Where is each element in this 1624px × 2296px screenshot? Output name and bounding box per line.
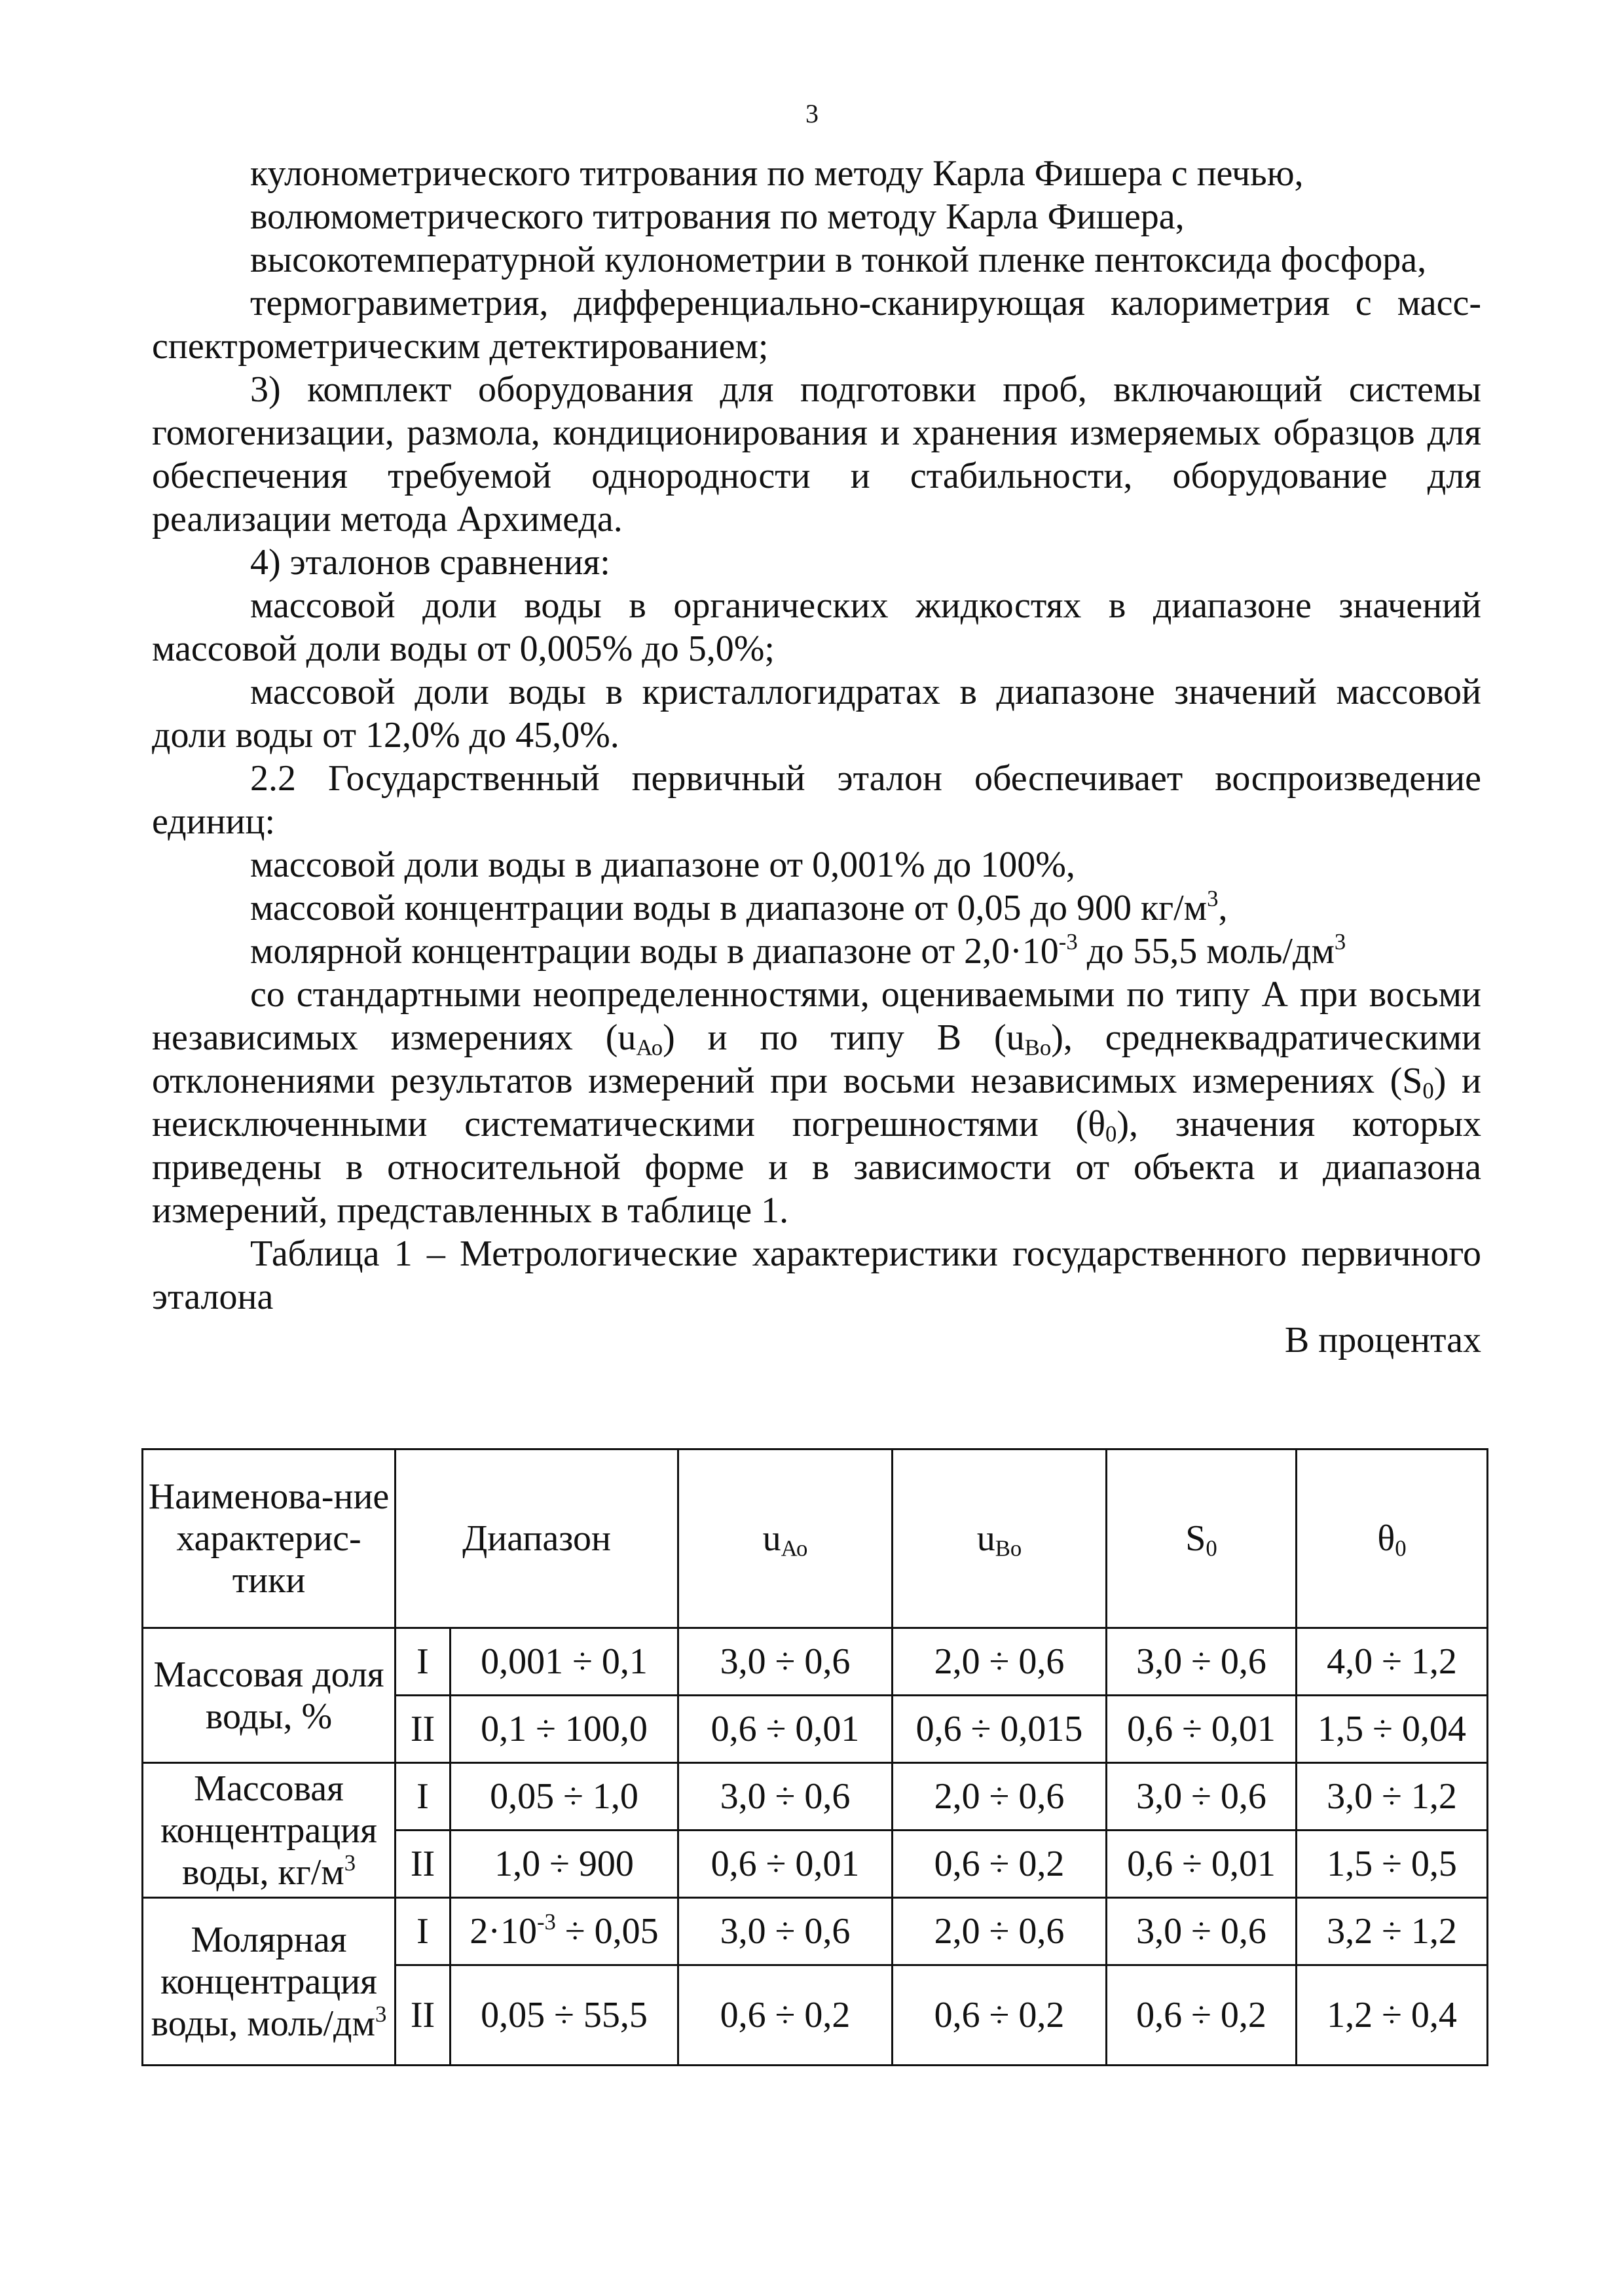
cell-s: 0,6 ÷ 0,2 [1107,1965,1297,2066]
text-paragraph: массовой доли воды в кристаллогидратах в диапазоне значений массовой доли воды от 12,0% до 45,0%. [152,672,1481,756]
cell-s: 3,0 ÷ 0,6 [1107,1898,1297,1965]
cell-range: 1,0 ÷ 900 [451,1831,678,1898]
cell-ua: 3,0 ÷ 0,6 [678,1763,893,1831]
text-line: массовой доли воды в диапазоне от 0,001% до 100%, [250,845,1075,885]
text-line: высокотемпературной кулонометрии в тонкой пленке пентоксида фосфора, [250,240,1427,280]
text-line: массовой концентрации воды в диапазоне от 0,05 до 900 $кг/м^3$, [250,886,1228,928]
cell-ub: 2,0 ÷ 0,6 [893,1763,1107,1831]
cell-ub: 2,0 ÷ 0,6 [893,1628,1107,1696]
subrange-label: II [396,1831,451,1898]
cell-ub: 0,6 ÷ 0,015 [893,1696,1107,1763]
cell-ua: 0,6 ÷ 0,01 [678,1831,893,1898]
subrange-label: I [396,1763,451,1831]
header-theta: $\theta_0$ [1297,1449,1488,1628]
cell-ua: 3,0 ÷ 0,6 [678,1898,893,1965]
cell-ua: 0,6 ÷ 0,2 [678,1965,893,2066]
cell-ub: 2,0 ÷ 0,6 [893,1898,1107,1965]
table-row [143,1763,1488,1831]
cell-range: 0,05 ÷ 1,0 [451,1763,678,1831]
text-paragraph: 4) эталонов сравнения: [250,542,610,583]
text-line: молярной концентрации воды в диапазоне от $2,0\cdot 10^{-3}$ до 55,5 моль/$дм^3$ [250,929,1346,972]
subrange-label: II [396,1696,451,1763]
row-name: Молярная концентрация воды, моль/$дм^3$ [143,1898,396,2066]
cell-ub: 0,6 ÷ 0,2 [893,1965,1107,2066]
cell-s: 0,6 ÷ 0,01 [1107,1696,1297,1763]
text-paragraph: 2.2 Государственный первичный эталон обеспечивает воспроизведение единиц: [152,758,1481,842]
page-number: 3 [805,99,819,128]
text-line: волюмометрического титрования по методу Карла Фишера, [250,196,1185,237]
text-paragraph: массовой доли воды в органических жидкостях в диапазоне значений массовой доли воды от 0,005% до 5,0%; [152,585,1481,669]
cell-theta: 4,0 ÷ 1,2 [1297,1628,1488,1696]
cell-theta: 3,0 ÷ 1,2 [1297,1763,1488,1831]
text-line: кулонометрического титрования по методу Карла Фишера с печью, [250,153,1304,194]
cell-range: 0,05 ÷ 55,5 [451,1965,678,2066]
cell-theta: 1,5 ÷ 0,5 [1297,1831,1488,1898]
header-range: Диапазон [396,1449,678,1628]
cell-ua: 0,6 ÷ 0,01 [678,1696,893,1763]
cell-range: 0,1 ÷ 100,0 [451,1696,678,1763]
header-s: $S_0$ [1107,1449,1297,1628]
text-paragraph: со стандартными неопределенностями, оцениваемыми по типу А при восьми независимых измерениях $(u_{Ао})$ и по типу В $(u_{Во})$, среднеквадратическими отклонениями результатов измерений при восьми независимых измерениях $(S_0)$ и неисключенными систематическими погрешностями $(\theta_0)$, значения которых приведены в относительной форме и в зависимости от объекта и диапазона измерений, представленных в таблице 1. [152,974,1482,1231]
body-text [152,152,1481,1362]
cell-theta: 1,5 ÷ 0,04 [1297,1696,1488,1763]
text-paragraph: 3) комплект оборудования для подготовки проб, включающий системы гомогенизации, размола, кондиционирования и хранения измеряемых образцов для обеспечения требуемой однородности и стабильности, оборудование для реализации метода Архимеда. [152,369,1481,539]
cell-ub: 0,6 ÷ 0,2 [893,1831,1107,1898]
cell-range: 0,001 ÷ 0,1 [451,1628,678,1696]
subrange-label: II [396,1965,451,2066]
cell-s: 3,0 ÷ 0,6 [1107,1763,1297,1831]
cell-range: $2\cdot 10^{-3} \div 0,05$ [451,1898,678,1965]
text-paragraph: термогравиметрия, дифференциально-сканирующая калориметрия с масс-спектрометрическим детектированием; [152,283,1481,367]
table-row [143,1898,1488,1965]
cell-theta: 3,2 ÷ 1,2 [1297,1898,1488,1965]
header-ua: $u_{Ао}$ [678,1449,893,1628]
metrology-table [141,1448,1488,2066]
cell-s: 3,0 ÷ 0,6 [1107,1628,1297,1696]
row-name: Массовая доля воды, % [143,1628,396,1763]
cell-theta: 1,2 ÷ 0,4 [1297,1965,1488,2066]
table-header-row [143,1449,1488,1628]
row-name: Массовая концентрация воды, $кг/м^3$ [143,1763,396,1898]
subrange-label: I [396,1628,451,1696]
cell-s: 0,6 ÷ 0,01 [1107,1831,1297,1898]
subrange-label: I [396,1898,451,1965]
table-caption: Таблица 1 – Метрологические характеристики государственного первичного эталона [152,1233,1481,1317]
header-ub: $u_{Во}$ [893,1449,1107,1628]
table-row [143,1628,1488,1696]
cell-ua: 3,0 ÷ 0,6 [678,1628,893,1696]
header-name: Наименова-ние характерис-тики [143,1449,396,1628]
table-units: В процентах [1284,1320,1481,1360]
